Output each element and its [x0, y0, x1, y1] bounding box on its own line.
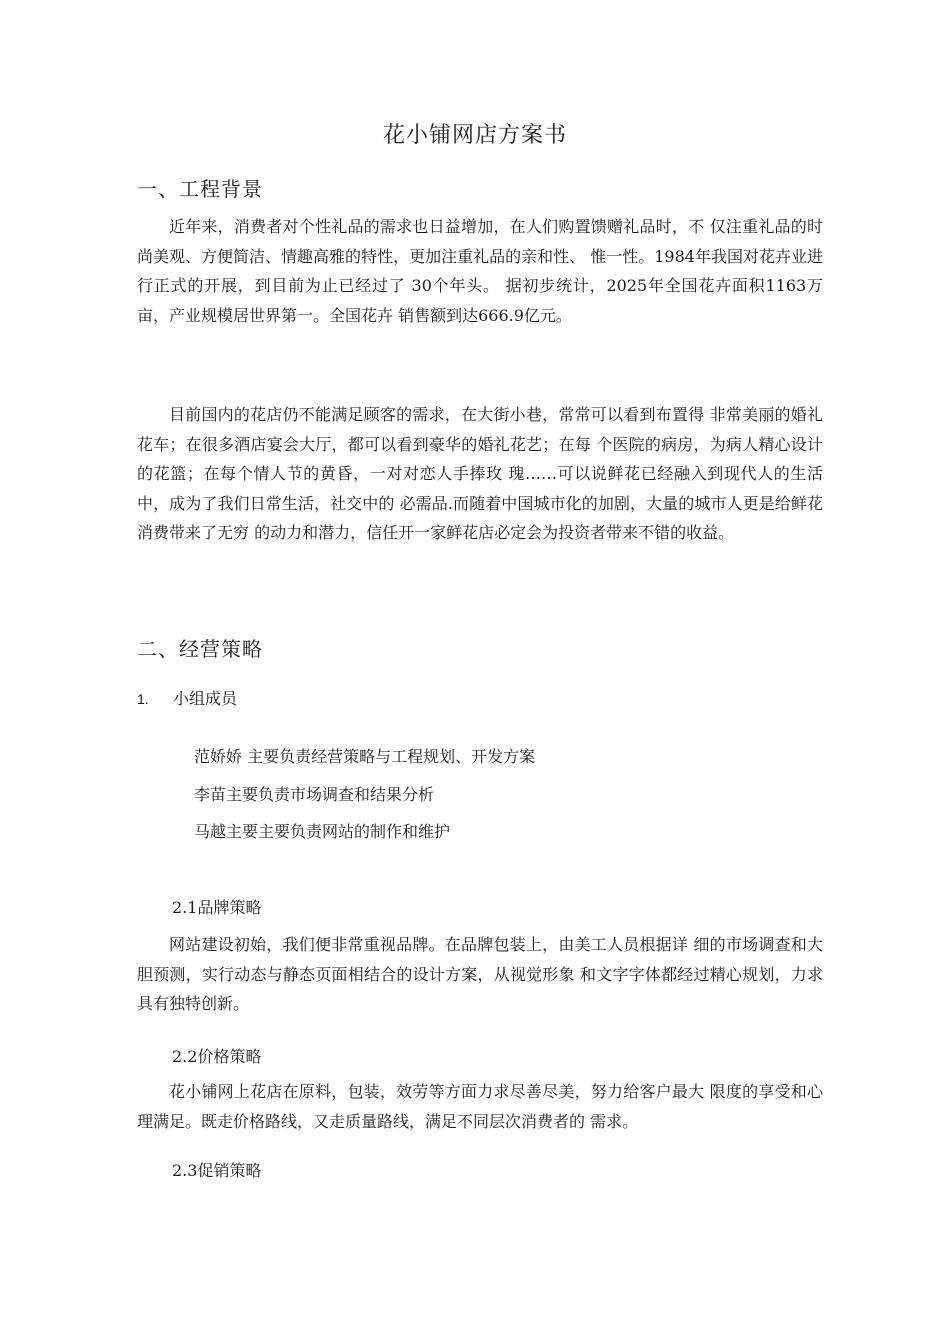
subheading-promotion-strategy: 2.3促销策略 [172, 1161, 262, 1180]
paragraph-background-2: 目前国内的花店仍不能满足顾客的需求，在大街小巷，常常可以看到布置得 非常美丽的婚礼花车；在很多酒店宴会大厅，都可以看到豪华的婚礼花艺；在每 个医院的病房，为病人精心设计的花篮；在每个情人节的黄昏，一对对恋人手捧玫 瑰……可以说鲜花已经融入到现代人的生活中，成为了我们日常生活，社交中的 必需品.而随着中国城市化的加剧，大量的城市人更是给鲜花消费带来了无穷 的动力和潜力，信任开一家鲜花店必定会为投资者带来不错的收益。 [137, 405, 823, 542]
subheading-price-strategy: 2.2价格策略 [172, 1047, 262, 1066]
item-label: 小组成员 [173, 689, 238, 708]
document-title: 花小铺网店方案书 [382, 123, 567, 148]
item-number: 1. [137, 691, 149, 707]
numbered-item-team [137, 686, 237, 709]
team-member-1: 范娇娇 主要负责经营策略与工程规划、开发方案 [194, 747, 536, 766]
paragraph-background-1: 近年来，消费者对个性礼品的需求也日益增加，在人们购置馈赠礼品时，不 仅注重礼品的时尚美观、方便简洁、情趣高雅的特性，更加注重礼品的亲和性、 惟一性。1984年我国对花卉业进行正式的开展，到目前为止已经过了 30个年头。 据初步统计，2025年全国花卉面积1163万亩，产业规模居世界第一。全国花卉 销售额到达666.9亿元。 [137, 217, 823, 325]
team-member-2: 李苗主要负责市场调查和结果分析 [194, 785, 435, 804]
section-heading-background: 一、工程背景 [137, 177, 263, 201]
subheading-brand-strategy: 2.1品牌策略 [172, 898, 262, 917]
section-heading-strategy: 二、经营策略 [137, 637, 263, 661]
team-member-3: 马越主要主要负责网站的制作和维护 [194, 822, 451, 841]
paragraph-price-strategy: 花小铺网上花店在原料，包装，效劳等方面力求尽善尽美，努力给客户最大 限度的享受和心理满足。既走价格路线，又走质量路线，满足不同层次消费者的 需求。 [137, 1082, 823, 1131]
paragraph-brand-strategy: 网站建设初始，我们便非常重视品牌。在品牌包装上，由美工人员根据详 细的市场调查和大胆预测，实行动态与静态页面相结合的设计方案，从视觉形象 和文字字体都经过精心规划，力求具有独特创新。 [137, 935, 823, 1013]
